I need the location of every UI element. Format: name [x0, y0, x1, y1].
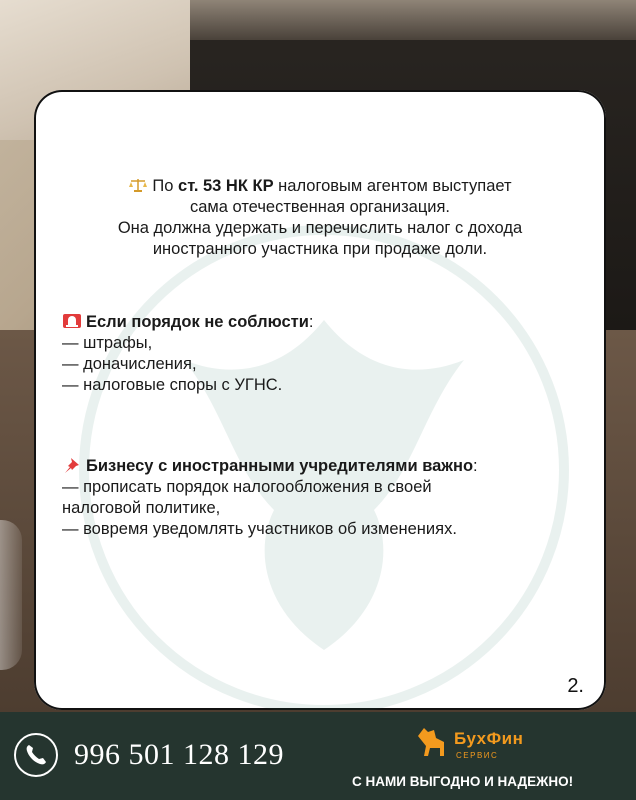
- phone-icon[interactable]: [14, 733, 58, 777]
- list-item: — вовремя уведомлять участников об изменениях.: [62, 520, 457, 538]
- advice-colon: :: [473, 457, 478, 475]
- brand-name: БухФин: [454, 729, 524, 748]
- pushpin-icon: [62, 457, 82, 473]
- background-glass: [0, 520, 22, 670]
- tax-agent-paragraph: [34, 176, 606, 260]
- siren-icon: [62, 313, 82, 329]
- list-item: — налоговые споры с УГНС.: [62, 376, 283, 394]
- page-number: 2.: [567, 675, 584, 697]
- phone-number[interactable]: 996 501 128 129: [74, 738, 284, 771]
- advice-paragraph: [62, 456, 592, 540]
- brand-subtitle: СЕРВИС: [456, 751, 499, 760]
- article-reference: ст. 53 НК КР: [178, 177, 274, 195]
- list-item: — прописать порядок налогообложения в своей: [62, 478, 432, 496]
- content-card: [34, 90, 606, 710]
- consequences-paragraph: [62, 312, 592, 396]
- scales-icon: [128, 177, 148, 193]
- list-item: — доначисления,: [62, 355, 197, 373]
- paragraph1-line4: иностранного участника при продаже доли.: [152, 240, 488, 258]
- list-item: — штрафы,: [62, 334, 153, 352]
- list-item: налоговой политике,: [62, 499, 221, 517]
- paragraph1-prefix: По: [152, 177, 179, 195]
- paragraph1-line3: Она должна удержать и перечислить налог с дохода: [117, 219, 523, 237]
- slogan: С НАМИ ВЫГОДНО И НАДЕЖНО!: [352, 774, 574, 789]
- paragraph1-line1: налоговым агентом выступает: [273, 177, 512, 195]
- background-monitor-edge: [190, 0, 636, 40]
- consequences-heading: Если порядок не соблюсти: [86, 313, 309, 331]
- consequences-colon: :: [308, 313, 314, 331]
- advice-heading: Бизнесу с иностранными учредителями важно: [86, 457, 474, 475]
- paragraph1-line2: сама отечественная организация.: [189, 198, 451, 216]
